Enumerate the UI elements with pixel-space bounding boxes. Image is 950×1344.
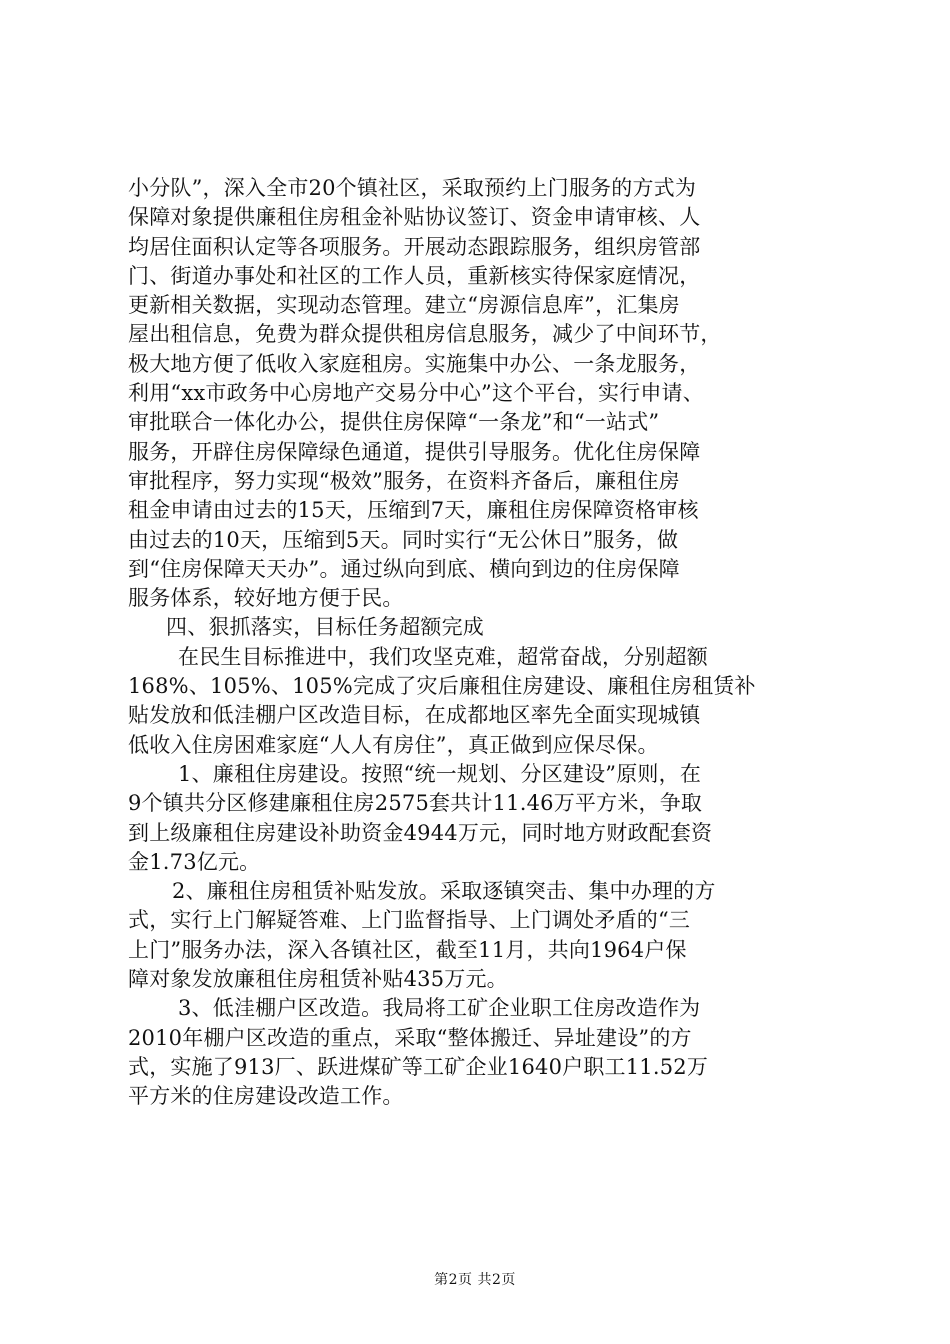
text-line: 到“住房保障天天办”。通过纵向到底、横向到边的住房保障 (128, 556, 680, 581)
text-line: 低收入住房困难家庭“人人有房住”，真正做到应保尽保。 (128, 732, 659, 757)
text-line: 更新相关数据，实现动态管理。建立“房源信息库”，汇集房 (128, 293, 680, 318)
paragraph-first-line: 2、廉租住房租赁补贴发放。采取逐镇突击、集中办理的方 (172, 879, 716, 904)
text-line: 障对象发放廉租住房租赁补贴435万元。 (128, 967, 508, 992)
text-line: 服务体系，较好地方便于民。 (128, 586, 404, 611)
paragraph-first-line: 3、低洼棚户区改造。我局将工矿企业职工住房改造作为 (178, 996, 701, 1021)
text-line: 168%、105%、105%完成了灾后廉租住房建设、廉租住房租赁补 (128, 674, 756, 699)
text-line: 由过去的10天，压缩到5天。同时实行“无公休日”服务，做 (128, 527, 679, 552)
text-line: 金1.73亿元。 (128, 849, 261, 874)
text-line: 式，实行上门解疑答难、上门监督指导、上门调处矛盾的“三 (128, 908, 691, 933)
paragraph-first-line: 在民生目标推进中，我们攻坚克难，超常奋战，分别超额 (178, 644, 708, 669)
text-line: 门、街道办事处和社区的工作人员，重新核实待保家庭情况， (128, 263, 701, 288)
text-line: 9个镇共分区修建廉租住房2575套共计11.46万平方米，争取 (128, 791, 703, 816)
text-line: 审批程序，努力实现“极效”服务，在资料齐备后，廉租住房 (128, 468, 680, 493)
text-line: 平方米的住房建设改造工作。 (128, 1084, 404, 1109)
text-line: 式，实施了913厂、跃进煤矿等工矿企业1640户职工11.52万 (128, 1054, 709, 1079)
text-line: 保障对象提供廉租住房租金补贴协议签订、资金申请审核、人 (128, 205, 701, 230)
paragraph-first-line: 1、廉租住房建设。按照“统一规划、分区建设”原则，在 (178, 761, 702, 786)
text-line: 小分队”，深入全市20个镇社区，采取预约上门服务的方式为 (128, 176, 697, 200)
section-heading: 四、狠抓落实，目标任务超额完成 (166, 615, 484, 640)
page-number-footer: 第2页 共2页 (434, 1272, 516, 1288)
text-line: 屋出租信息，免费为群众提供租房信息服务，减少了中间环节， (128, 322, 722, 347)
text-line: 利用“xx市政务中心房地产交易分中心”这个平台，实行申请、 (128, 381, 704, 406)
text-line: 租金申请由过去的15天，压缩到7天，廉租住房保障资格审核 (128, 498, 699, 523)
text-line: 贴发放和低洼棚户区改造目标，在成都地区率先全面实现城镇 (128, 703, 701, 728)
text-line: 上门”服务办法，深入各镇社区，截至11月，共向1964户保 (128, 937, 687, 962)
document-body (128, 174, 838, 1112)
text-line: 极大地方便了低收入家庭租房。实施集中办公、一条龙服务， (128, 351, 701, 376)
text-line: 2010年棚户区改造的重点，采取“整体搬迁、异址建设”的方 (128, 1025, 692, 1050)
text-line: 审批联合一体化办公，提供住房保障“一条龙”和“一站式” (128, 410, 660, 435)
text-line: 到上级廉租住房建设补助资金4944万元，同时地方财政配套资 (128, 820, 713, 845)
text-line: 均居住面积认定等各项服务。开展动态跟踪服务，组织房管部 (128, 234, 701, 259)
text-line: 服务，开辟住房保障绿色通道，提供引导服务。优化住房保障 (128, 439, 701, 464)
